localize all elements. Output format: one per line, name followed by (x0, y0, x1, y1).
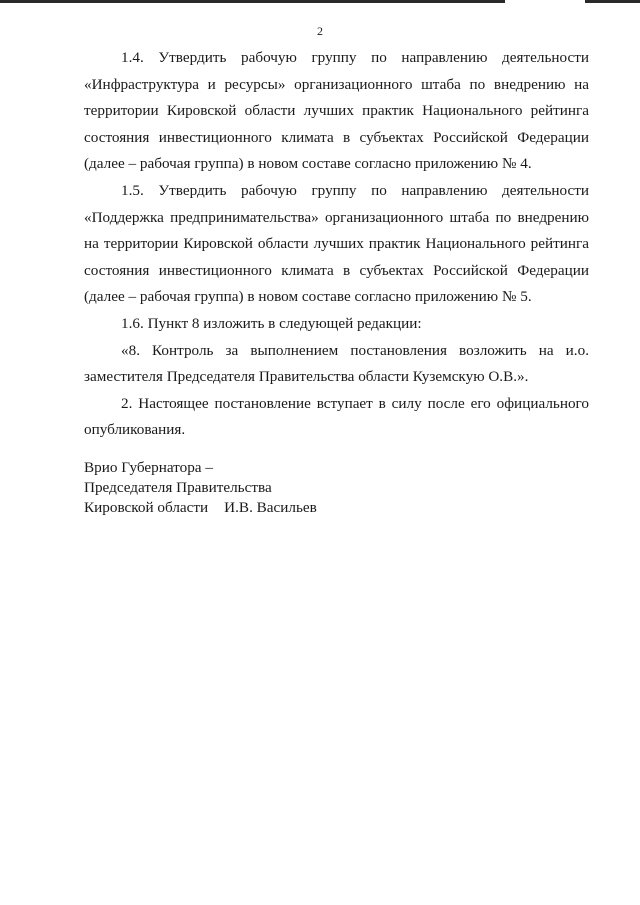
paragraph-quote-8: «8. Контроль за выполнением постановления возложить на и.о. заместителя Председателя Правительства области Куземскую О.В.». (84, 341, 589, 386)
signature-title-line1: Врио Губернатора – (84, 459, 213, 476)
signatory-name: И.В. Васильев (224, 499, 317, 516)
signature-region: Кировской области (84, 499, 209, 516)
paragraph-2: 2. Настоящее постановление вступает в силу после его официального опубликования. (84, 394, 589, 439)
signature-title-line2: Председателя Правительства (84, 479, 272, 496)
page-number: 2 (317, 24, 323, 38)
signature-block (84, 458, 484, 518)
signature-title-line3 (84, 498, 484, 518)
paragraph-1-5: 1.5. Утвердить рабочую группу по направлению деятельности «Поддержка предпринимательства» организационного штаба по внедрению на территории Кировской области лучших практик Национального рейтинга состояния инвестиционного климата в субъектах Российской Федерации (далее – рабочая группа) в новом составе согласно приложению № 5. (84, 181, 589, 306)
document-body (84, 45, 589, 444)
top-border-gap (505, 0, 585, 3)
paragraph-1-4: 1.4. Утвердить рабочую группу по направлению деятельности «Инфраструктура и ресурсы» организационного штаба по внедрению на территории Кировской области лучших практик Национального рейтинга состояния инвестиционного климата в субъектах Российской Федерации (далее – рабочая группа) в новом составе согласно приложению № 4. (84, 49, 589, 173)
paragraph-1-6: 1.6. Пункт 8 изложить в следующей редакции: (121, 314, 422, 332)
